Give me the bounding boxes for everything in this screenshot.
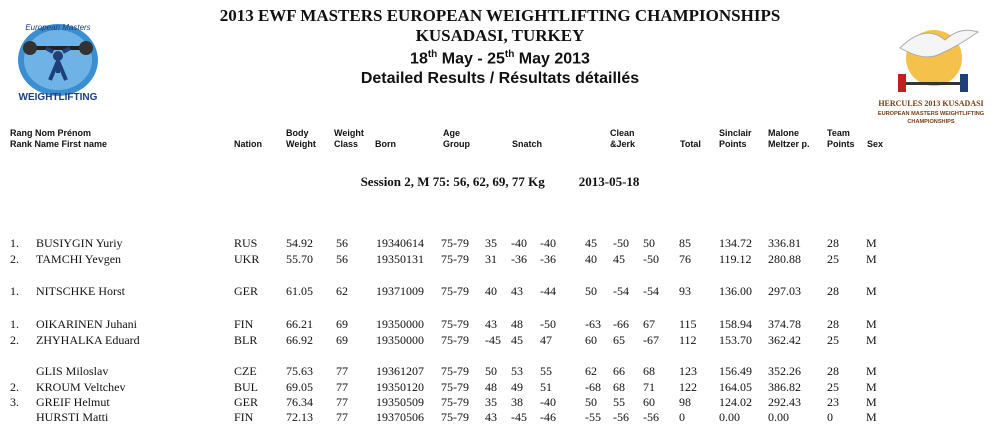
cell-c2: 55 bbox=[613, 395, 625, 409]
cell-sex: M bbox=[866, 252, 877, 266]
col-malone-2: Meltzer p. bbox=[768, 139, 810, 149]
cell-sex: M bbox=[866, 236, 877, 250]
cell-sex: M bbox=[866, 364, 877, 378]
cell-s1: 40 bbox=[485, 284, 497, 298]
cell-age: 75-79 bbox=[441, 380, 469, 394]
cell-rank: 1. bbox=[10, 317, 19, 331]
cell-name: KROUM Veltchev bbox=[36, 380, 126, 394]
col-team-points bbox=[827, 128, 855, 150]
cell-bw: 54.92 bbox=[286, 236, 313, 250]
cell-s3: -50 bbox=[540, 317, 556, 331]
cell-s2: 48 bbox=[511, 317, 523, 331]
cell-age: 75-79 bbox=[441, 317, 469, 331]
cell-age: 75-79 bbox=[441, 252, 469, 266]
cell-s1: 43 bbox=[485, 317, 497, 331]
cell-bw: 66.92 bbox=[286, 333, 313, 347]
cell-sinclair: 119.12 bbox=[719, 252, 752, 266]
col-weight-class-2: Class bbox=[334, 139, 359, 149]
cell-sinclair: 156.49 bbox=[719, 364, 752, 378]
logo-right-text-3: CHAMPIONSHIPS bbox=[907, 119, 955, 125]
cell-total: 93 bbox=[679, 284, 691, 298]
session-label: Session 2, M 75: 56, 62, 69, 77 Kg bbox=[360, 174, 545, 189]
cell-c1: -55 bbox=[585, 410, 601, 424]
cell-c1: 40 bbox=[585, 252, 597, 266]
cell-nation: GER bbox=[234, 395, 258, 409]
cell-sex: M bbox=[866, 284, 877, 298]
cell-bw: 75.63 bbox=[286, 364, 313, 378]
cell-rank: 2. bbox=[10, 252, 19, 266]
cell-bw: 72.13 bbox=[286, 410, 313, 424]
cell-s3: -36 bbox=[540, 252, 556, 266]
cell-name: HURSTI Matti bbox=[36, 410, 109, 424]
cell-age: 75-79 bbox=[441, 395, 469, 409]
col-malone-1: Malone bbox=[768, 128, 800, 138]
cell-malone: 362.42 bbox=[768, 333, 801, 347]
cell-name: ZHYHALKA Eduard bbox=[36, 333, 140, 347]
cell-cls: 69 bbox=[336, 333, 348, 347]
cell-name: GREIF Helmut bbox=[36, 395, 110, 409]
cell-bw: 66.21 bbox=[286, 317, 313, 331]
cell-c1: -68 bbox=[585, 380, 601, 394]
cell-s1: 50 bbox=[485, 364, 497, 378]
cell-sinclair: 164.05 bbox=[719, 380, 752, 394]
cell-name: TAMCHI Yevgen bbox=[36, 252, 122, 266]
cell-sinclair: 0.00 bbox=[719, 410, 740, 424]
cell-s1: 48 bbox=[485, 380, 497, 394]
cell-c2: -50 bbox=[613, 236, 629, 250]
cell-team: 25 bbox=[827, 333, 839, 347]
cell-nation: UKR bbox=[234, 252, 260, 266]
cell-sinclair: 158.94 bbox=[719, 317, 752, 331]
cell-bw: 55.70 bbox=[286, 252, 313, 266]
col-total: Total bbox=[680, 139, 701, 149]
cell-c2: -66 bbox=[613, 317, 629, 331]
date-start: 18 bbox=[410, 50, 428, 68]
location-title: KUSADASI, TURKEY bbox=[415, 26, 585, 45]
col-weight-class bbox=[334, 128, 364, 150]
col-malone bbox=[768, 128, 810, 150]
cell-total: 115 bbox=[679, 317, 697, 331]
cell-rank: 1. bbox=[10, 284, 19, 298]
cell-nation: FIN bbox=[234, 410, 254, 424]
cell-c2: 66 bbox=[613, 364, 625, 378]
cell-cls: 56 bbox=[336, 252, 348, 266]
cell-name: GLIS Miloslav bbox=[36, 364, 109, 378]
col-born: Born bbox=[375, 139, 396, 149]
cell-s3: -40 bbox=[540, 236, 556, 250]
col-sinclair-2: Points bbox=[719, 139, 747, 149]
cell-malone: 374.78 bbox=[768, 317, 801, 331]
col-snatch: Snatch bbox=[512, 139, 543, 149]
page-title: 2013 EWF MASTERS EUROPEAN WEIGHTLIFTING CHAMPIONSHIPS bbox=[219, 6, 781, 25]
cell-name: OIKARINEN Juhani bbox=[36, 317, 137, 331]
cell-team: 28 bbox=[827, 284, 839, 298]
cell-malone: 0.00 bbox=[768, 410, 789, 424]
cell-c3: -67 bbox=[643, 333, 659, 347]
col-rank-fr: Rang Nom Prénom bbox=[10, 128, 92, 138]
col-body-weight bbox=[286, 128, 316, 150]
logo-left-text-2: WEIGHTLIFTING bbox=[18, 92, 98, 103]
cell-name: BUSIYGIN Yuriy bbox=[36, 236, 123, 250]
cell-s1: 31 bbox=[485, 252, 497, 266]
cell-nation: FIN bbox=[234, 317, 254, 331]
cell-s3: 55 bbox=[540, 364, 552, 378]
cell-s2: 45 bbox=[511, 333, 523, 347]
cell-s2: 53 bbox=[511, 364, 523, 378]
cell-c1: 50 bbox=[585, 395, 597, 409]
cell-s1: 43 bbox=[485, 410, 497, 424]
cell-total: 98 bbox=[679, 395, 691, 409]
cell-total: 122 bbox=[679, 380, 697, 394]
cell-cls: 69 bbox=[336, 317, 348, 331]
cell-c2: -56 bbox=[613, 410, 629, 424]
cell-sinclair: 124.02 bbox=[719, 395, 752, 409]
cell-c2: 68 bbox=[613, 380, 625, 394]
cell-s2: -45 bbox=[511, 410, 527, 424]
cell-born: 19350000 bbox=[376, 333, 424, 347]
cell-age: 75-79 bbox=[441, 410, 469, 424]
cell-cls: 77 bbox=[336, 364, 348, 378]
cell-c3: -54 bbox=[643, 284, 659, 298]
col-body-weight-2: Weight bbox=[286, 139, 316, 149]
cell-cls: 77 bbox=[336, 410, 348, 424]
cell-s3: 47 bbox=[540, 333, 552, 347]
cell-nation: GER bbox=[234, 284, 258, 298]
dates-title bbox=[0, 49, 1000, 68]
cell-rank: 2. bbox=[10, 380, 19, 394]
cell-sinclair: 136.00 bbox=[719, 284, 752, 298]
col-rank-en: Rank Name First name bbox=[10, 139, 108, 149]
cell-nation: BLR bbox=[234, 333, 258, 347]
cell-s2: 43 bbox=[511, 284, 523, 298]
cell-s1: -45 bbox=[485, 333, 501, 347]
cell-bw: 69.05 bbox=[286, 380, 313, 394]
cell-s3: -44 bbox=[540, 284, 556, 298]
col-clean-jerk-1: Clean bbox=[610, 128, 635, 138]
cell-sex: M bbox=[866, 395, 877, 409]
cell-team: 25 bbox=[827, 380, 839, 394]
date-mid: May - 25 bbox=[437, 50, 505, 68]
cell-born: 19350509 bbox=[376, 395, 424, 409]
cell-nation: BUL bbox=[234, 380, 258, 394]
cell-total: 123 bbox=[679, 364, 697, 378]
cell-bw: 61.05 bbox=[286, 284, 313, 298]
col-clean-jerk-2: &Jerk bbox=[610, 139, 636, 149]
cell-age: 75-79 bbox=[441, 284, 469, 298]
date-end: May 2013 bbox=[514, 50, 590, 68]
col-nation: Nation bbox=[234, 139, 262, 149]
col-weight-class-1: Weight bbox=[334, 128, 364, 138]
cell-born: 19361207 bbox=[376, 364, 424, 378]
cell-rank: 1. bbox=[10, 236, 19, 250]
col-age-group bbox=[443, 128, 470, 150]
cell-s1: 35 bbox=[485, 395, 497, 409]
cell-c1: 62 bbox=[585, 364, 597, 378]
cell-bw: 76.34 bbox=[286, 395, 313, 409]
cell-s2: -40 bbox=[511, 236, 527, 250]
cell-born: 19371009 bbox=[376, 284, 424, 298]
cell-c3: 67 bbox=[643, 317, 655, 331]
cell-c3: 60 bbox=[643, 395, 655, 409]
cell-s2: 49 bbox=[511, 380, 523, 394]
cell-cls: 77 bbox=[336, 380, 348, 394]
cell-rank: 2. bbox=[10, 333, 19, 347]
cell-c2: -54 bbox=[613, 284, 629, 298]
cell-s1: 35 bbox=[485, 236, 497, 250]
cell-born: 19350000 bbox=[376, 317, 424, 331]
cell-c3: 50 bbox=[643, 236, 655, 250]
date-end-suffix: th bbox=[504, 49, 515, 60]
logo-right-text-2: EUROPEAN MASTERS WEIGHTLIFTING bbox=[877, 111, 985, 117]
cell-age: 75-79 bbox=[441, 364, 469, 378]
cell-s3: -46 bbox=[540, 410, 556, 424]
cell-c2: 65 bbox=[613, 333, 625, 347]
cell-malone: 292.43 bbox=[768, 395, 801, 409]
cell-c3: 71 bbox=[643, 380, 655, 394]
cell-sex: M bbox=[866, 317, 877, 331]
cell-total: 112 bbox=[679, 333, 697, 347]
date-start-suffix: th bbox=[427, 49, 438, 60]
cell-c1: 45 bbox=[585, 236, 597, 250]
cell-c1: 60 bbox=[585, 333, 597, 347]
cell-team: 0 bbox=[827, 410, 833, 424]
cell-name: NITSCHKE Horst bbox=[36, 284, 125, 298]
cell-c3: 68 bbox=[643, 364, 655, 378]
cell-malone: 336.81 bbox=[768, 236, 801, 250]
col-sinclair-1: Sinclair bbox=[719, 128, 752, 138]
logo-right-text-1: HERCULES 2013 KUSADASI bbox=[878, 99, 984, 108]
cell-malone: 386.82 bbox=[768, 380, 801, 394]
cell-cls: 56 bbox=[336, 236, 348, 250]
col-sinclair bbox=[719, 128, 752, 150]
cell-s3: -40 bbox=[540, 395, 556, 409]
col-clean-jerk bbox=[610, 128, 635, 150]
cell-team: 25 bbox=[827, 252, 839, 266]
cell-team: 28 bbox=[827, 317, 839, 331]
cell-total: 76 bbox=[679, 252, 691, 266]
subtitle: Detailed Results / Résultats détaillés bbox=[360, 70, 640, 87]
cell-cls: 62 bbox=[336, 284, 348, 298]
session-heading bbox=[0, 174, 1000, 190]
cell-age: 75-79 bbox=[441, 333, 469, 347]
col-age-group-1: Age bbox=[443, 128, 461, 138]
col-rank-name bbox=[10, 128, 107, 150]
cell-nation: RUS bbox=[234, 236, 258, 250]
cell-s2: 38 bbox=[511, 395, 523, 409]
session-date: 2013-05-18 bbox=[578, 174, 640, 189]
cell-nation: CZE bbox=[234, 364, 257, 378]
cell-total: 0 bbox=[679, 410, 685, 424]
cell-rank: 3. bbox=[10, 395, 19, 409]
cell-c1: -63 bbox=[585, 317, 601, 331]
cell-age: 75-79 bbox=[441, 236, 469, 250]
cell-s2: -36 bbox=[511, 252, 527, 266]
cell-born: 19370506 bbox=[376, 410, 424, 424]
cell-sinclair: 153.70 bbox=[719, 333, 752, 347]
cell-sex: M bbox=[866, 380, 877, 394]
col-body-weight-1: Body bbox=[286, 128, 309, 138]
cell-team: 28 bbox=[827, 364, 839, 378]
cell-born: 19350131 bbox=[376, 252, 424, 266]
cell-sinclair: 134.72 bbox=[719, 236, 752, 250]
cell-born: 19350120 bbox=[376, 380, 424, 394]
cell-c1: 50 bbox=[585, 284, 597, 298]
cell-c3: -56 bbox=[643, 410, 659, 424]
cell-c2: 45 bbox=[613, 252, 625, 266]
cell-s3: 51 bbox=[540, 380, 552, 394]
cell-malone: 297.03 bbox=[768, 284, 801, 298]
cell-team: 23 bbox=[827, 395, 839, 409]
col-team-points-1: Team bbox=[827, 128, 850, 138]
cell-team: 28 bbox=[827, 236, 839, 250]
cell-malone: 280.88 bbox=[768, 252, 801, 266]
cell-sex: M bbox=[866, 333, 877, 347]
cell-sex: M bbox=[866, 410, 877, 424]
col-age-group-2: Group bbox=[443, 139, 470, 149]
cell-born: 19340614 bbox=[376, 236, 424, 250]
cell-cls: 77 bbox=[336, 395, 348, 409]
cell-total: 85 bbox=[679, 236, 691, 250]
cell-c3: -50 bbox=[643, 252, 659, 266]
col-team-points-2: Points bbox=[827, 139, 855, 149]
cell-malone: 352.26 bbox=[768, 364, 801, 378]
logo-left-text-1: European Masters bbox=[25, 23, 91, 32]
col-sex: Sex bbox=[867, 139, 884, 149]
